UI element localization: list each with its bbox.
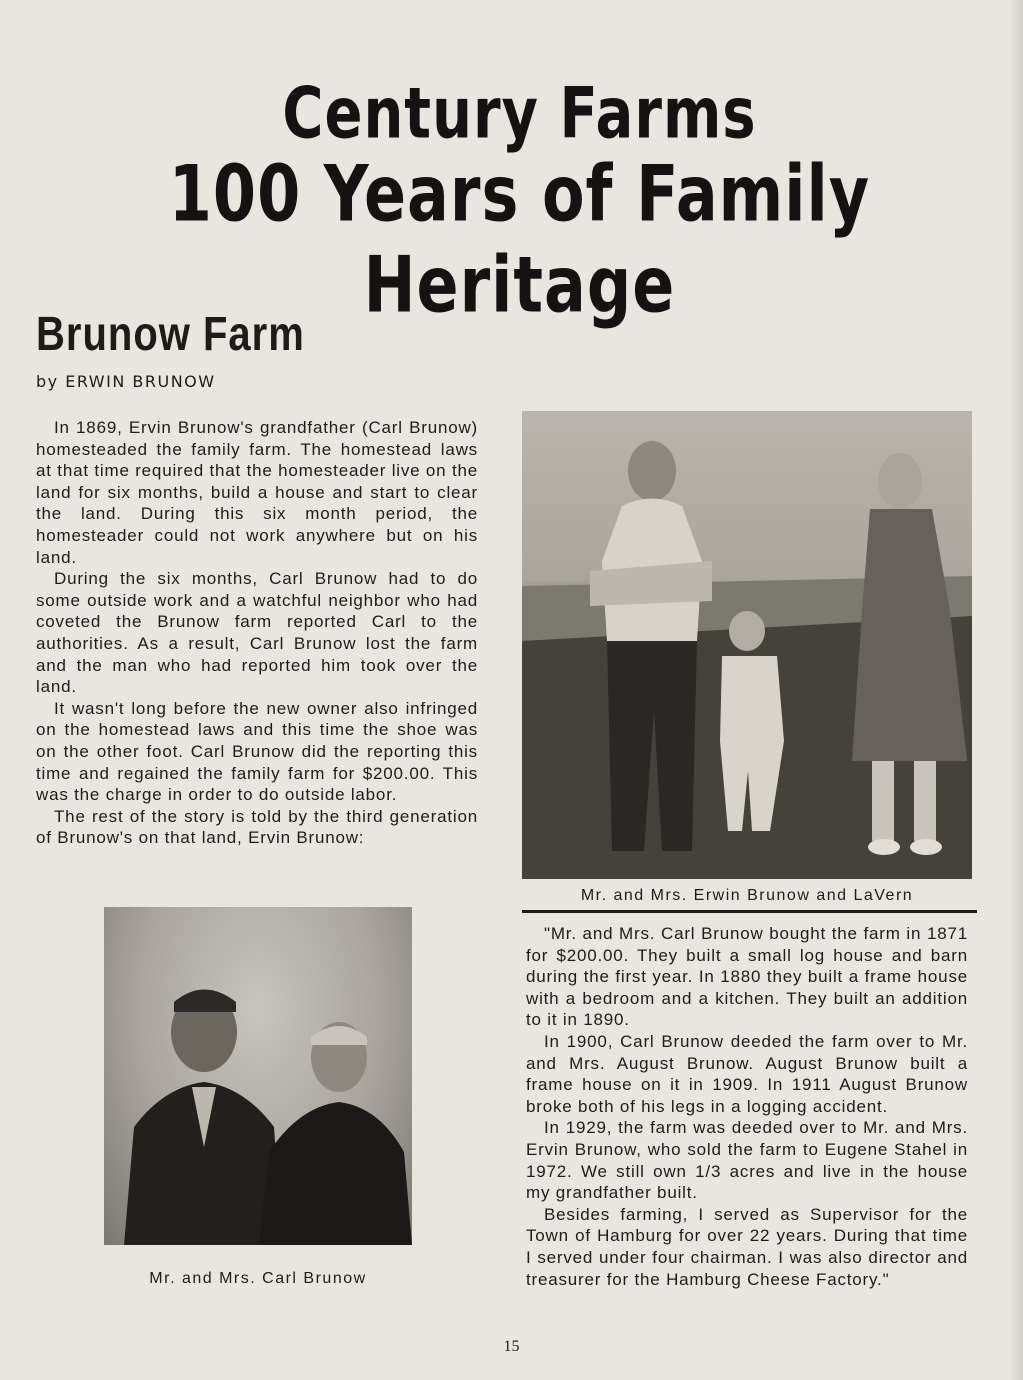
family-photo-illustration — [522, 411, 972, 879]
portrait-photo — [104, 907, 412, 1245]
article-title: Brunow Farm — [36, 308, 305, 361]
paragraph: In 1869, Ervin Brunow's grandfather (Carl Brunow) homesteaded the family farm. The homestead laws at that time required that the homesteader live on the land for six months, build a house and start to clear the land. During this six month period, the homesteader could not work anywhere but on his land. — [36, 418, 478, 567]
paragraph: In 1929, the farm was deeded over to Mr. and Mrs. Ervin Brunow, who sold the farm to Eugene Stahel in 1972. We still own 1/3 acres and live in the house my grandfather built. — [526, 1118, 968, 1203]
portrait-photo-caption: Mr. and Mrs. Carl Brunow — [149, 1270, 367, 1287]
left-column-text — [36, 417, 478, 849]
family-photo-caption: Mr. and Mrs. Erwin Brunow and LaVern — [580, 887, 914, 904]
headline-family-heritage: 100 Years of Family Heritage — [168, 147, 871, 331]
caption-rule — [522, 910, 977, 913]
family-photo — [522, 411, 972, 879]
right-column-text — [526, 923, 968, 1290]
paragraph: Besides farming, I served as Supervisor for the Town of Hamburg for over 22 years. During that time I served under four chairman. I was also director and treasurer for the Hamburg Cheese Factory." — [526, 1204, 968, 1289]
paragraph: "Mr. and Mrs. Carl Brunow bought the farm in 1871 for $200.00. They built a small log house and barn during the first year. In 1880 they built a frame house with a bedroom and a kitchen. They built an addition to it in 1890. — [526, 924, 968, 1030]
paragraph: The rest of the story is told by the third generation of Brunow's on that land, Ervin Brunow: — [36, 806, 478, 848]
article-byline: by ERWIN BRUNOW — [36, 372, 216, 391]
paragraph: During the six months, Carl Brunow had to do some outside work and a watchful neighbor who had coveted the Brunow farm reported Carl to the authorities. As a result, Carl Brunow lost the farm and the man who had reported him took over the land. — [36, 569, 478, 697]
paragraph: It wasn't long before the new owner also infringed on the homestead laws and this time the shoe was on the other foot. Carl Brunow did the reporting this time and regained the family farm for $200.00. This was the charge in order to do outside labor. — [36, 698, 478, 805]
portrait-photo-illustration — [104, 907, 412, 1245]
page-number: 15 — [503, 1338, 520, 1355]
headline-century-farms: Century Farms — [282, 73, 757, 156]
paragraph: In 1900, Carl Brunow deeded the farm over to Mr. and Mrs. August Brunow. August Brunow built a frame house on it in 1909. In 1911 August Brunow broke both of his legs in a logging accident. — [526, 1031, 968, 1116]
